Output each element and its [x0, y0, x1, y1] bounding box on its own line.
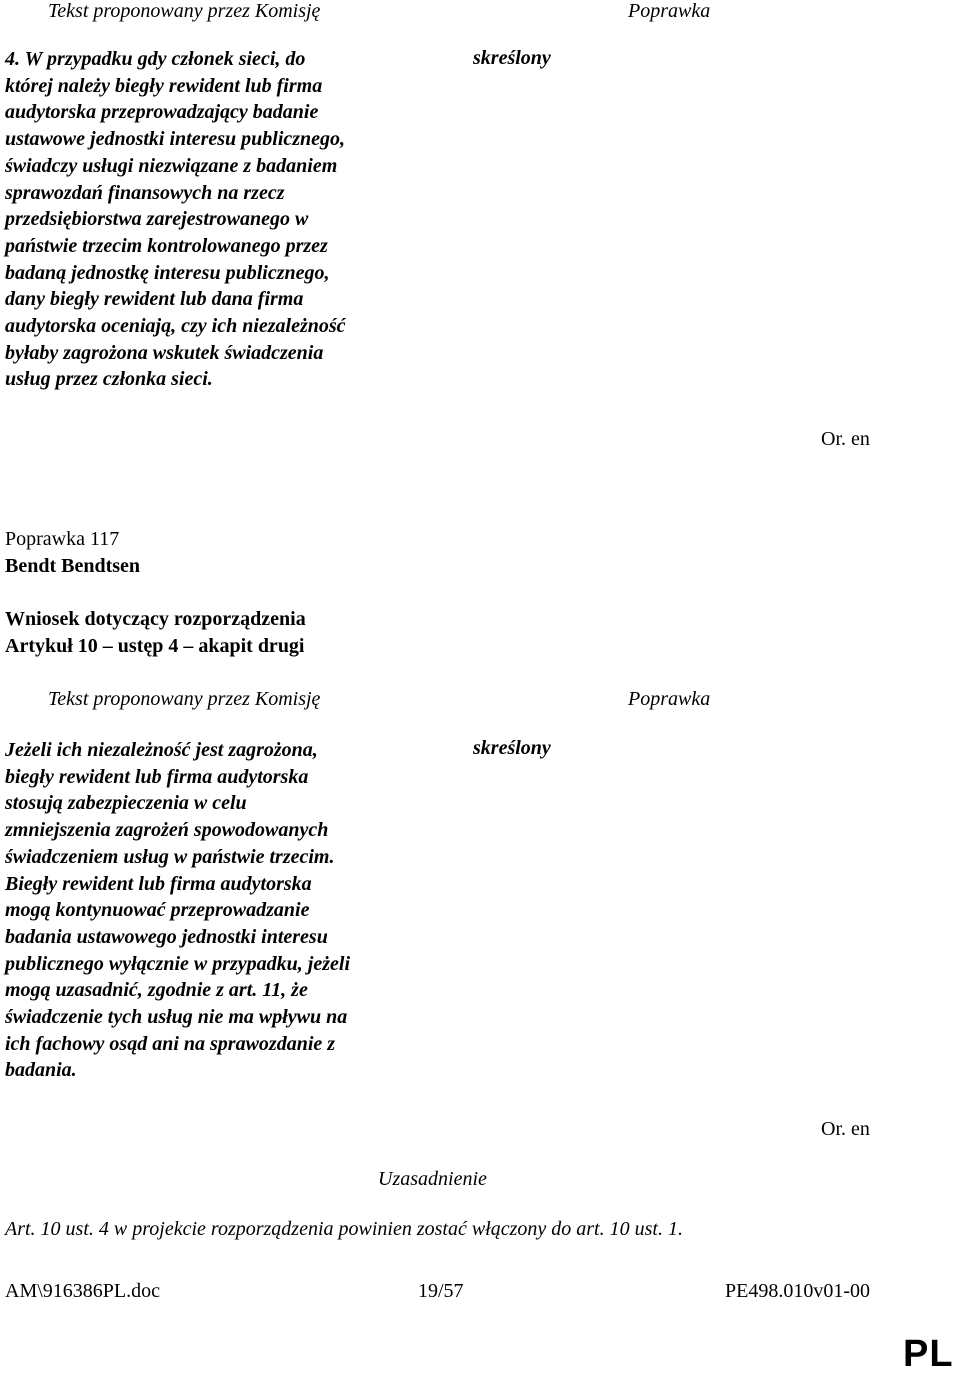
- column-header-commission-text: Tekst proponowany przez Komisję: [48, 0, 321, 22]
- commission-text-paragraph: Jeżeli ich niezależność jest zagrożona, biegły rewident lub firma audytorska stosują zabezpieczenia w celu zmniejszenia zagrożeń spowodowanych świadczeniem usług w państwie trzecim. Biegły rewident lub firma audytorska mogą kontynuować przeprowadzanie badania ustawowego jednostki interesu publicznego wyłącznie w przypadku, jeżeli mogą uzasadnić, zgodnie z art. 11, że świadczenie tych usług nie ma wpływu na ich fachowy osąd ani na sprawozdanie z badania.: [5, 739, 350, 1082]
- column-header-commission-text: Tekst proponowany przez Komisję: [48, 688, 321, 710]
- proposal-subject: Wniosek dotyczący rozporządzenia: [5, 608, 306, 630]
- commission-text-paragraph: 4. W przypadku gdy członek sieci, do której należy biegły rewident lub firma audytorska przeprowadzający badanie ustawowe jednostki interesu publicznego, świadczy usługi niezwiązane z badaniem sprawozdań finansowych na rzecz przedsiębiorstwa zarejestrowanego w państwie trzecim kontrolowanego przez badaną jednostkę interesu publicznego, dany biegły rewident lub dana firma audytorska oceniają, czy ich niezależność byłaby zagrożona wskutek świadczenia usług przez członka sieci.: [5, 48, 346, 391]
- footer-pe-ref: PE498.010v01-00: [725, 1280, 870, 1302]
- amendment-author: Bendt Bendtsen: [5, 555, 141, 577]
- amendment-text-deleted: skreślony: [473, 47, 551, 69]
- article-reference: Artykuł 10 – ustęp 4 – akapit drugi: [5, 635, 305, 657]
- language-code: PL: [903, 1333, 954, 1375]
- column-header-amendment: Poprawka: [628, 0, 711, 22]
- amendment-text-deleted: skreślony: [473, 737, 551, 759]
- original-language: Or. en: [821, 428, 870, 450]
- justification-text: Art. 10 ust. 4 w projekcie rozporządzenia powinien zostać włączony do art. 10 ust. 1.: [5, 1218, 683, 1240]
- amendment-number: Poprawka 117: [5, 528, 120, 550]
- justification-heading: Uzasadnienie: [378, 1168, 487, 1190]
- column-header-amendment: Poprawka: [628, 688, 711, 710]
- original-language: Or. en: [821, 1118, 870, 1140]
- footer-doc-ref: AM\916386PL.doc: [5, 1280, 160, 1302]
- footer-page-number: 19/57: [418, 1280, 464, 1302]
